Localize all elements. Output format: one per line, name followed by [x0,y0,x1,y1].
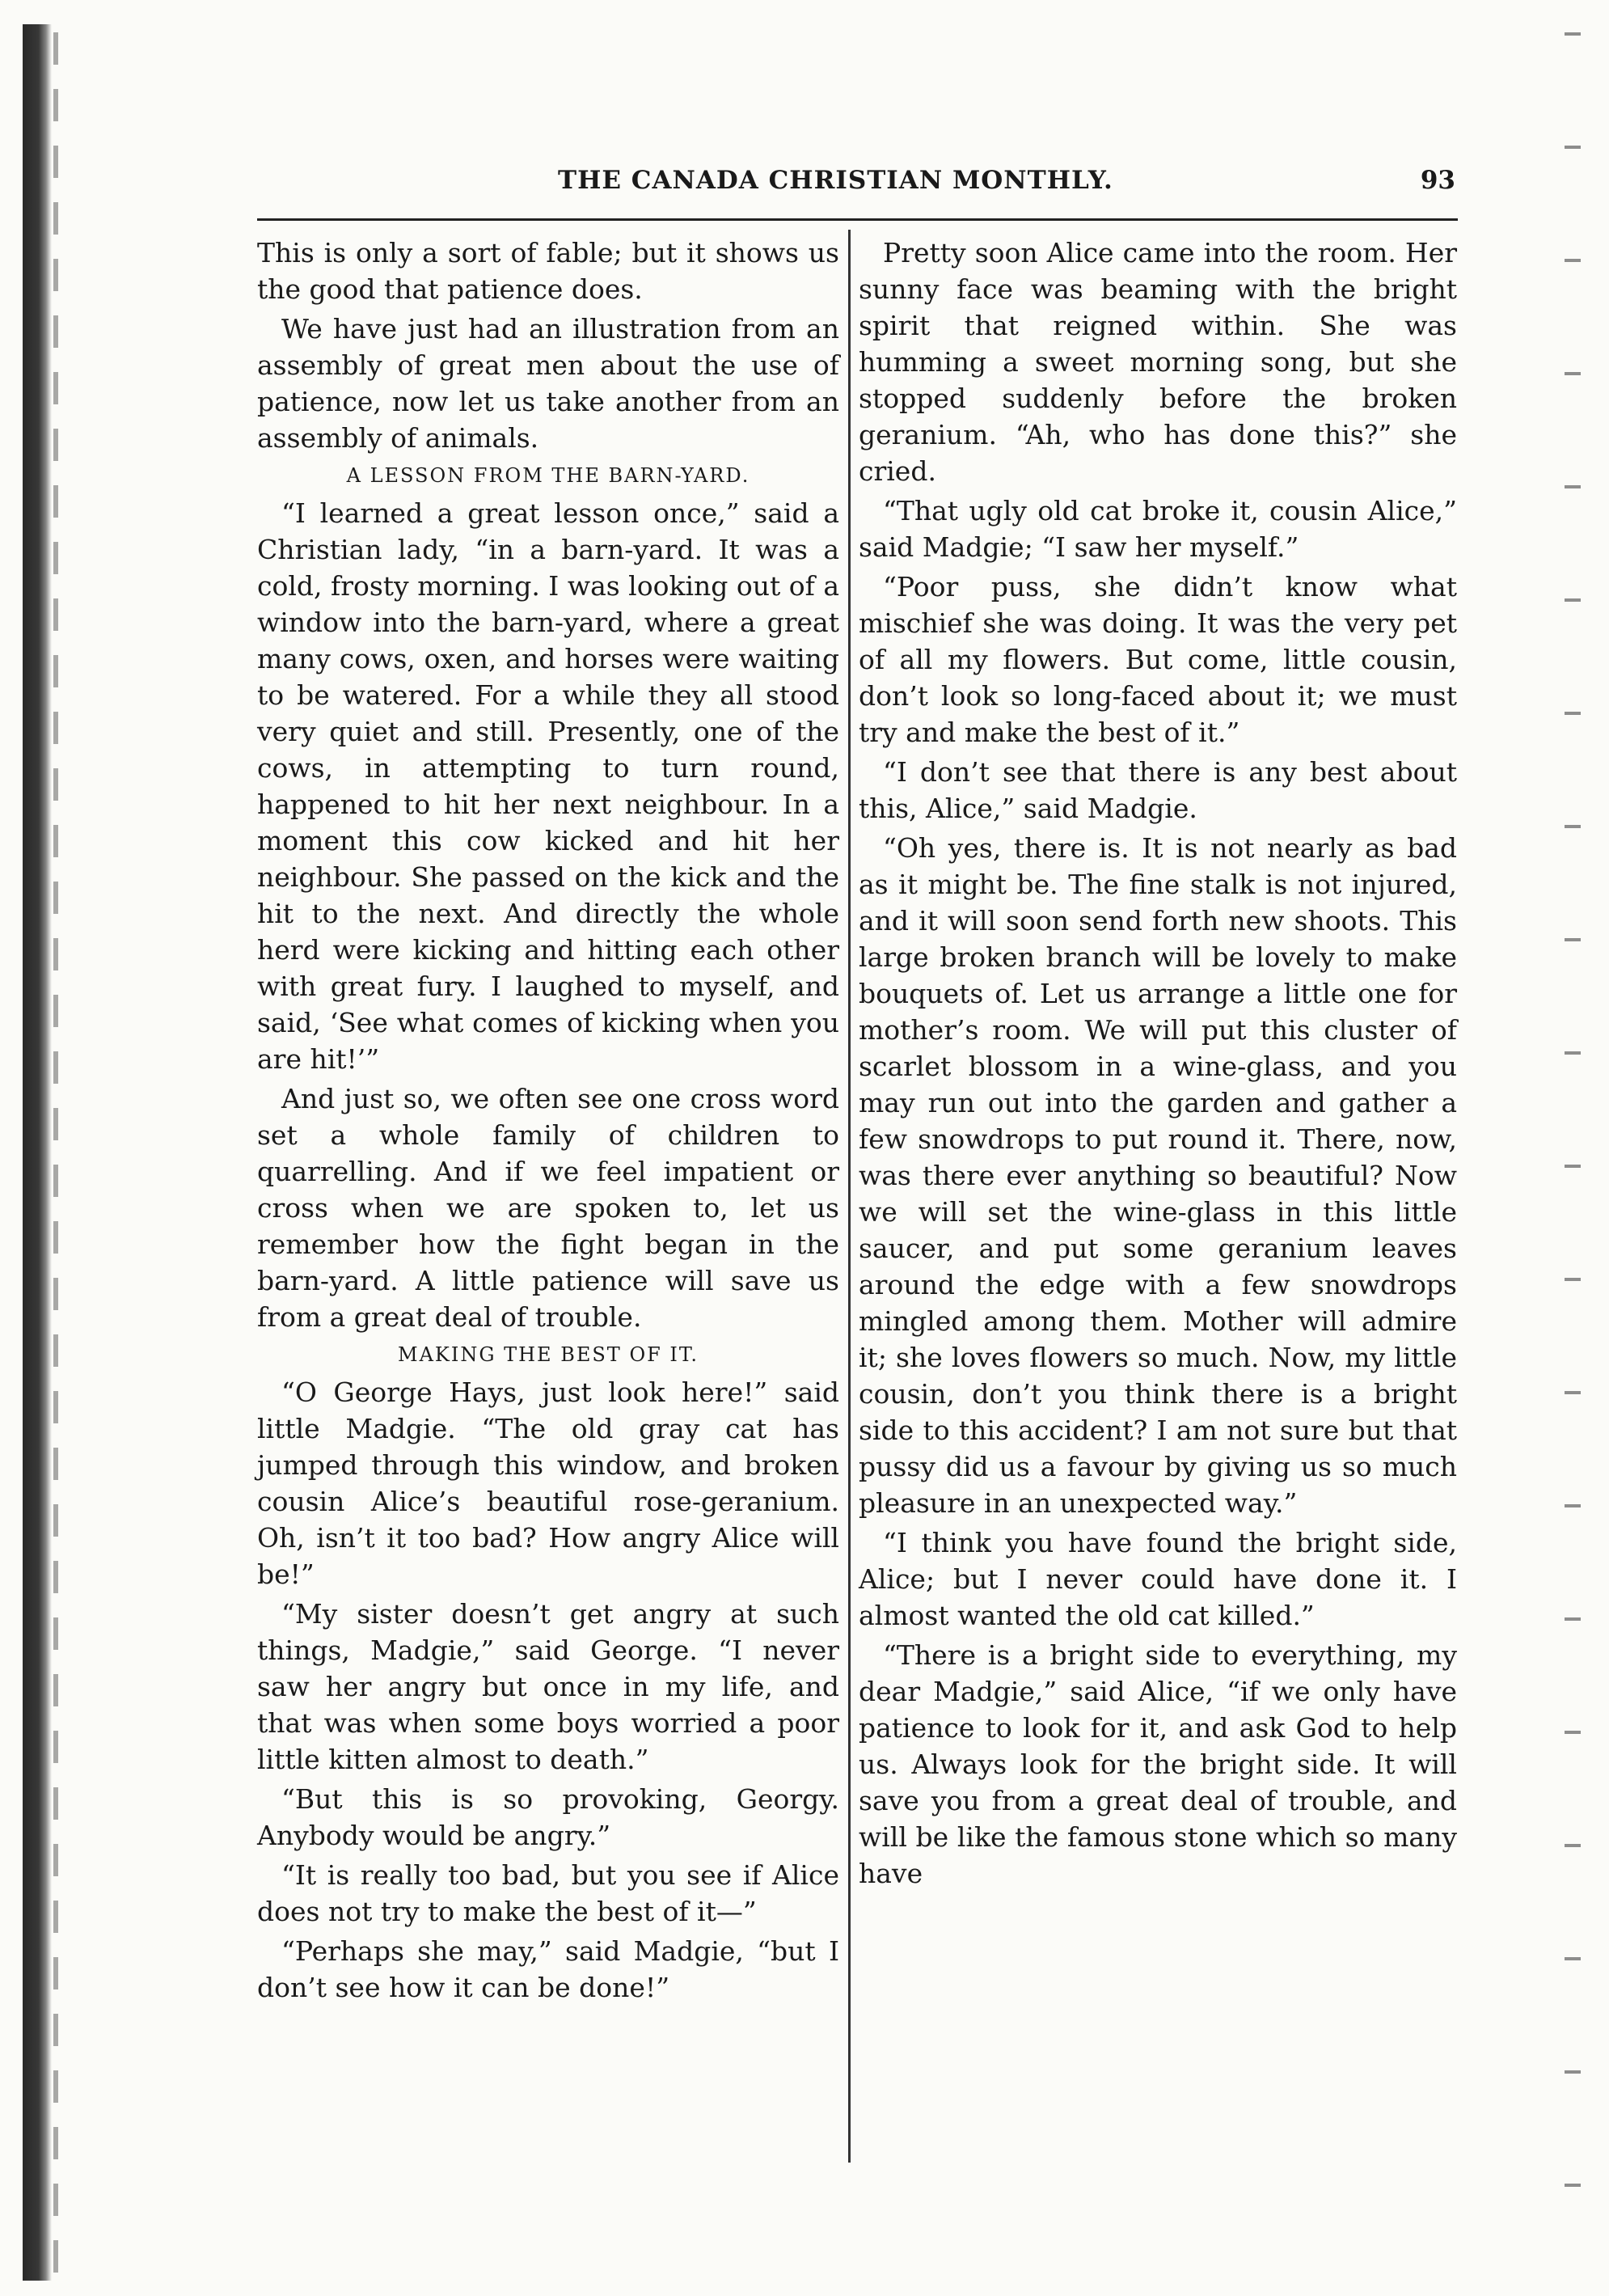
paragraph: We have just had an illustration from an assembly of great men about the use of patience, now let us take another from an assembly of animals. [257,313,839,454]
page-header [558,166,1455,206]
paragraph: “Perhaps she may,” said Madgie, “but I don’t see how it can be done!” [257,1935,839,2003]
paragraph: “Poor puss, she didn’t know what mischief she was doing. It was the very pet of all my flowers. But come, little cousin, don’t look so long-faced about it; we must try and make the best of it.” [859,571,1457,748]
page-number: 93 [1420,166,1455,195]
right-column [859,235,1457,1895]
paragraph: “I think you have found the bright side, Alice; but I never could have done it. I almost wanted the old cat killed.” [859,1527,1457,1631]
header-rule [257,218,1458,221]
page-edge-specks [1565,32,1581,2281]
running-title: THE CANADA CHRISTIAN MONTHLY. [558,166,1113,195]
binding-edge-marks [53,32,58,2281]
paragraph: “O George Hays, just look here!” said little Madgie. “The old gray cat has jumped through this window, and broken cousin Alice’s beautiful rose-geranium. Oh, isn’t it too bad? How angry Alice will be!” [257,1376,839,1590]
section-heading: A LESSON FROM THE BARN-YARD. [346,464,750,487]
paragraph: “That ugly old cat broke it, cousin Alice,” said Madgie; “I saw her myself.” [859,495,1457,563]
paragraph: “There is a bright side to everything, my dear Madgie,” said Alice, “if we only have patience to look for it, and ask God to help us. Always look for the bright side. It will save you from a great deal of trouble, and will be like the famous stone which so many have [859,1639,1457,1889]
section-heading: MAKING THE BEST OF IT. [398,1343,699,1366]
paragraph: “I don’t see that there is any best about this, Alice,” said Madgie. [859,756,1457,824]
paragraph: This is only a sort of fable; but it shows us the good that patience does. [257,237,839,305]
paragraph: “It is really too bad, but you see if Alice does not try to make the best of it—” [257,1859,839,1927]
paragraph: “But this is so provoking, Georgy. Anybody would be angry.” [257,1783,839,1851]
paragraph: Pretty soon Alice came into the room. Her sunny face was beaming with the bright spirit that reigned within. She was humming a sweet morning song, but she stopped suddenly before the broken geranium. “Ah, who has done this?” she cried. [859,237,1457,487]
paragraph: And just so, we often see one cross word set a whole family of children to quarrelling. And if we feel impatient or cross when we are spoken to, let us remember how the fight began in the barn-yard. A little patience will save us from a great deal of trouble. [257,1083,839,1333]
column-divider [848,230,851,2163]
paragraph: “Oh yes, there is. It is not nearly as bad as it might be. The fine stalk is not injured, and it will soon send forth new shoots. This large broken branch will be lovely to make bouquets of. Let us arrange a little one for mother’s room. We will put this cluster of scarlet blossom in a wine-glass, and you may run out into the garden and gather a few snowdrops to put round it. There, now, was there ever anything so beautiful? Now we will set the wine-glass in this little saucer, and put some geranium leaves around the edge with a few snowdrops mingled among them. Mother will admire it; she loves flowers so much. Now, my little cousin, don’t you think there is a bright side to this accident? I am not sure but that pussy did us a favour by giving us so much pleasure in an unexpected way.” [859,832,1457,1519]
book-binding-shadow [23,24,52,2281]
paragraph: “I learned a great lesson once,” said a Christian lady, “in a barn-yard. It was a cold, frosty morning. I was looking out of a window into the barn-yard, where a great many cows, oxen, and horses were waiting to be watered. For a while they all stood very quiet and still. Presently, one of the cows, in attempting to turn round, happened to hit her next neighbour. In a moment this cow kicked and hit her neighbour. She passed on the kick and the hit to the next. And directly the whole herd were kicking and hitting each other with great fury. I laughed to myself, and said, ‘See what comes of kicking when you are hit!’” [257,497,839,1075]
paragraph: “My sister doesn’t get angry at such things, Madgie,” said George. “I never saw her angry but once in my life, and that was when some boys worried a poor little kitten almost to death.” [257,1598,839,1775]
left-column [257,235,839,2009]
